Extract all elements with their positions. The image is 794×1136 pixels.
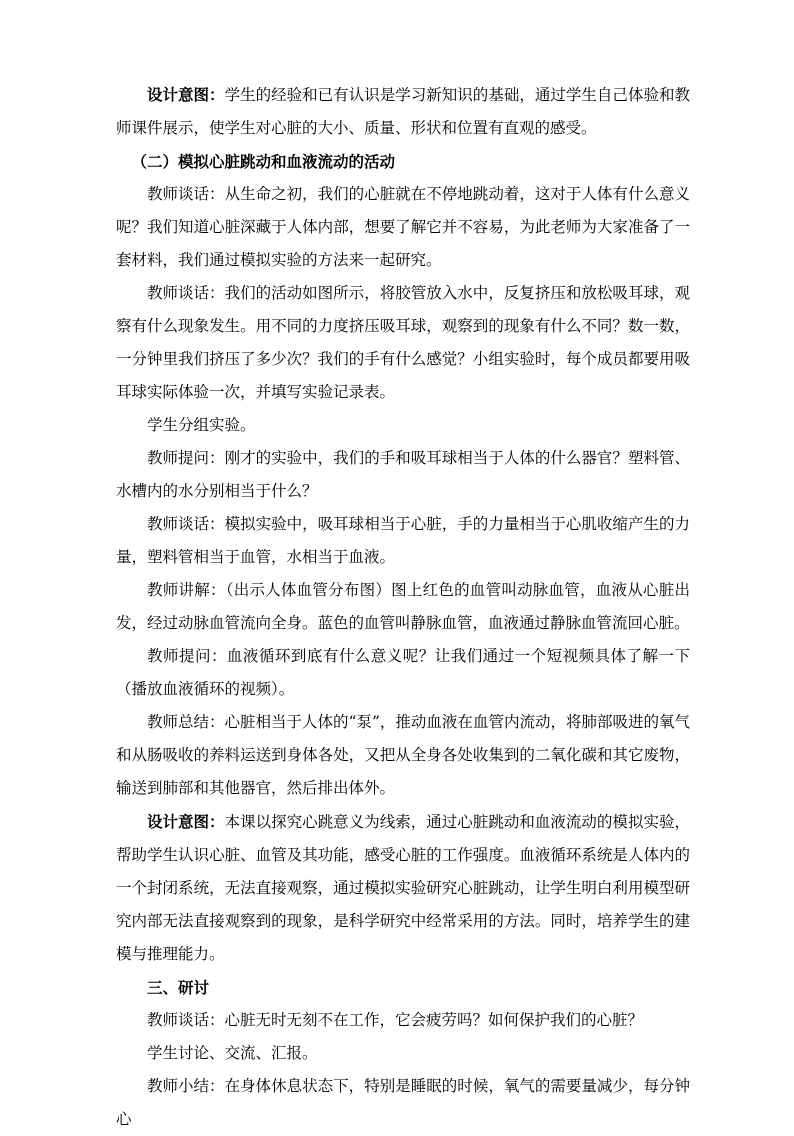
paragraph-teacher-talk-3: 教师谈话：模拟实验中，吸耳球相当于心脏，手的力量相当于心肌收缩产生的力量，塑料管相当于血管，水相当于血液。 [116,515,690,566]
paragraph-design-intent-1 [116,78,690,145]
section-heading-discussion: 三、研讨 [147,978,210,997]
design-intent-label: 设计意图： [147,812,225,831]
section-heading-simulation: （二）模拟心脏跳动和血液流动的活动 [131,152,396,171]
paragraph-student-discussion: 学生讨论、交流、汇报。 [147,1044,318,1062]
paragraph-text: 学生的经验和已有认识是学习新知识的基础，通过学生自己体验和教师课件展示，使学生对心脏的大小、质量、形状和位置有直观的感受。 [116,86,690,137]
paragraph-teacher-summary: 教师总结：心脏相当于人体的“泵”，推动血液在血管内流动，将肺部吸进的氧气和从肠吸收的养料运送到身体各处，又把从全身各处收集到的二氧化碳和其它废物，输送到肺部和其他器官，然后排出体外。 [116,713,690,797]
paragraph-teacher-talk-1: 教师谈话：从生命之初，我们的心脏就在不停地跳动着，这对于人体有什么意义呢？我们知道心脏深藏于人体内部，想要了解它并不容易，为此老师为大家准备了一套材料，我们通过模拟实验的方法来一起研究。 [116,185,690,269]
paragraph-teacher-conclusion: 教师小结：在身体休息状态下，特别是睡眠的时候，氧气的需要量减少，每分钟心 [116,1077,690,1128]
paragraph-teacher-question-2: 教师提问：血液循环到底有什么意义呢？让我们通过一个短视频具体了解一下（播放血液循环的视频）。 [116,647,690,698]
document-body [116,78,690,1136]
paragraph-teacher-talk-2: 教师谈话：我们的活动如图所示，将胶管放入水中，反复挤压和放松吸耳球，观察有什么现象发生。用不同的力度挤压吸耳球，观察到的现象有什么不同？数一数，一分钟里我们挤压了多少次？我们的手有什么感觉？小组实验时，每个成员都要用吸耳球实际体验一次，并填写实验记录表。 [116,284,690,401]
paragraph-teacher-question-1: 教师提问：刚才的实验中，我们的手和吸耳球相当于人体的什么器官？塑料管、水槽内的水分别相当于什么？ [116,449,690,500]
design-intent-label: 设计意图： [147,85,225,104]
paragraph-text: 本课以探究心跳意义为线索，通过心脏跳动和血液流动的模拟实验，帮助学生认识心脏、血管及其功能，感受心脏的工作强度。血液循环系统是人体内的一个封闭系统，无法直接观察，通过模拟实验研究心脏跳动，让学生明白利用模型研究内部无法直接观察到的现象，是科学研究中经常采用的方法。同时，培养学生的建模与推理能力。 [116,813,690,963]
paragraph-design-intent-2 [116,805,690,971]
paragraph-teacher-talk-4: 教师谈话：心脏无时无刻不在工作，它会疲劳吗？如何保护我们的心脏？ [147,1011,644,1029]
paragraph-teacher-explain: 教师讲解：（出示人体血管分布图）图上红色的血管叫动脉血管，血液从心脏出发，经过动脉血管流向全身。蓝色的血管叫静脉血管，血液通过静脉血管流回心脏。 [116,581,690,632]
paragraph-student-experiment: 学生分组实验。 [147,416,256,434]
